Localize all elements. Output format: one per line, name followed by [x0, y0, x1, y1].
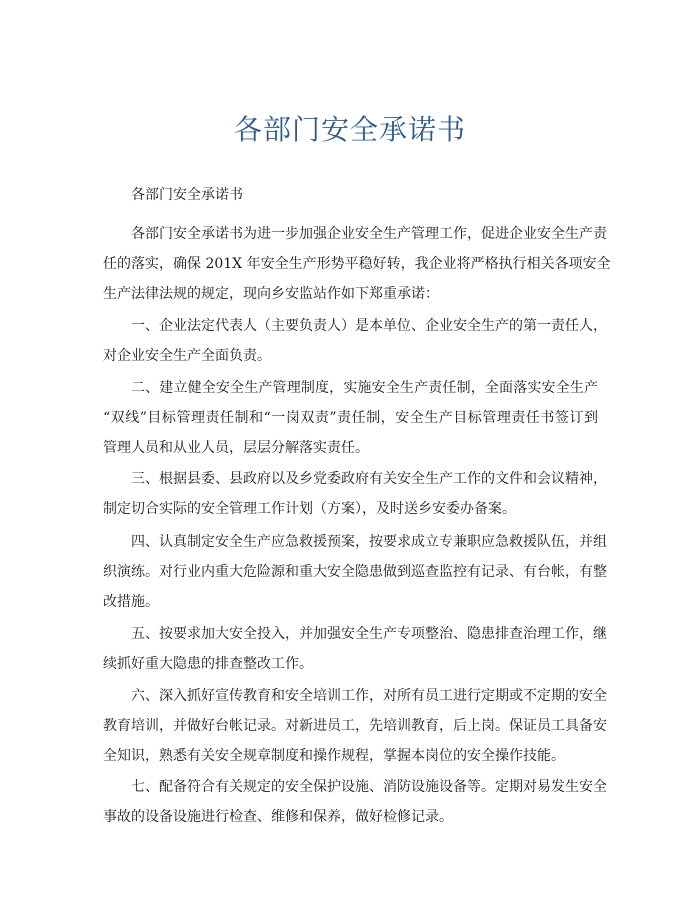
paragraph-item-2 [103, 373, 598, 463]
paragraph-item-3 [103, 464, 607, 524]
paragraph-intro [103, 219, 611, 309]
paragraph-line: 续抓好重大隐患的排查整改工作。 [103, 656, 313, 672]
paragraph-line: 事故的设备设施进行检查、维修和保养，做好检修记录。 [103, 809, 453, 825]
paragraph-line: 一、企业法定代表人（主要负责人）是本单位、企业安全生产的第一责任人， [131, 318, 607, 334]
paragraph-line: 教育培训，并做好台帐记录。对新进员工，先培训教育，后上岗。保证员工具备安 [103, 718, 607, 734]
paragraph-line: 生产法律法规的规定，现向乡安监站作如下郑重承诺： [103, 286, 439, 302]
paragraph-line: “双线”目标管理责任制和“一岗双责”责任制，安全生产目标管理责任书签订到 [103, 410, 598, 426]
paragraph-line: 六、深入抓好宣传教育和安全培训工作，对所有员工进行定期或不定期的安全 [131, 688, 607, 704]
paragraph-line: 全知识，熟悉有关安全规章制度和操作规程，掌握本岗位的安全操作技能。 [103, 748, 565, 764]
paragraph-line: 二、建立健全安全生产管理制度，实施安全生产责任制，全面落实安全生产 [131, 380, 598, 396]
document-title: 各部门安全承诺书 [233, 113, 466, 146]
paragraph-line: 织演练。对行业内重大危险源和重大安全隐患做到巡查监控有记录、有台帐，有整 [103, 564, 607, 580]
paragraph-line: 各部门安全承诺书为进一步加强企业安全生产管理工作，促进企业安全生产责 [131, 226, 607, 242]
paragraph-item-7 [103, 772, 607, 832]
paragraph-item-6 [103, 681, 607, 771]
paragraph-line: 对企业安全生产全面负责。 [103, 348, 271, 364]
paragraph-line: 七、配备符合有关规定的安全保护设施、消防设施设备等。定期对易发生安全 [131, 779, 607, 795]
paragraph-line: 四、认真制定安全生产应急救援预案，按要求成立专兼职应急救援队伍，并组 [131, 534, 607, 550]
paragraph-line: 五、按要求加大安全投入，并加强安全生产专项整治、隐患排查治理工作，继 [131, 626, 607, 642]
paragraph-item-5 [103, 619, 607, 679]
paragraph-item-4 [103, 527, 607, 617]
paragraph-line: 任的落实，确保 201X 年安全生产形势平稳好转，我企业将严格执行相关各项安全 [103, 256, 611, 272]
paragraph-line: 改措施。 [103, 594, 159, 610]
paragraph-item-1 [103, 311, 607, 371]
paragraph-line: 三、根据县委、县政府以及乡党委政府有关安全生产工作的文件和会议精神， [131, 471, 607, 487]
document-subtitle: 各部门安全承诺书 [131, 187, 243, 203]
paragraph-line: 管理人员和从业人员，层层分解落实责任。 [103, 440, 369, 456]
paragraph-line: 制定切合实际的安全管理工作计划（方案），及时送乡安委办备案。 [103, 501, 516, 517]
